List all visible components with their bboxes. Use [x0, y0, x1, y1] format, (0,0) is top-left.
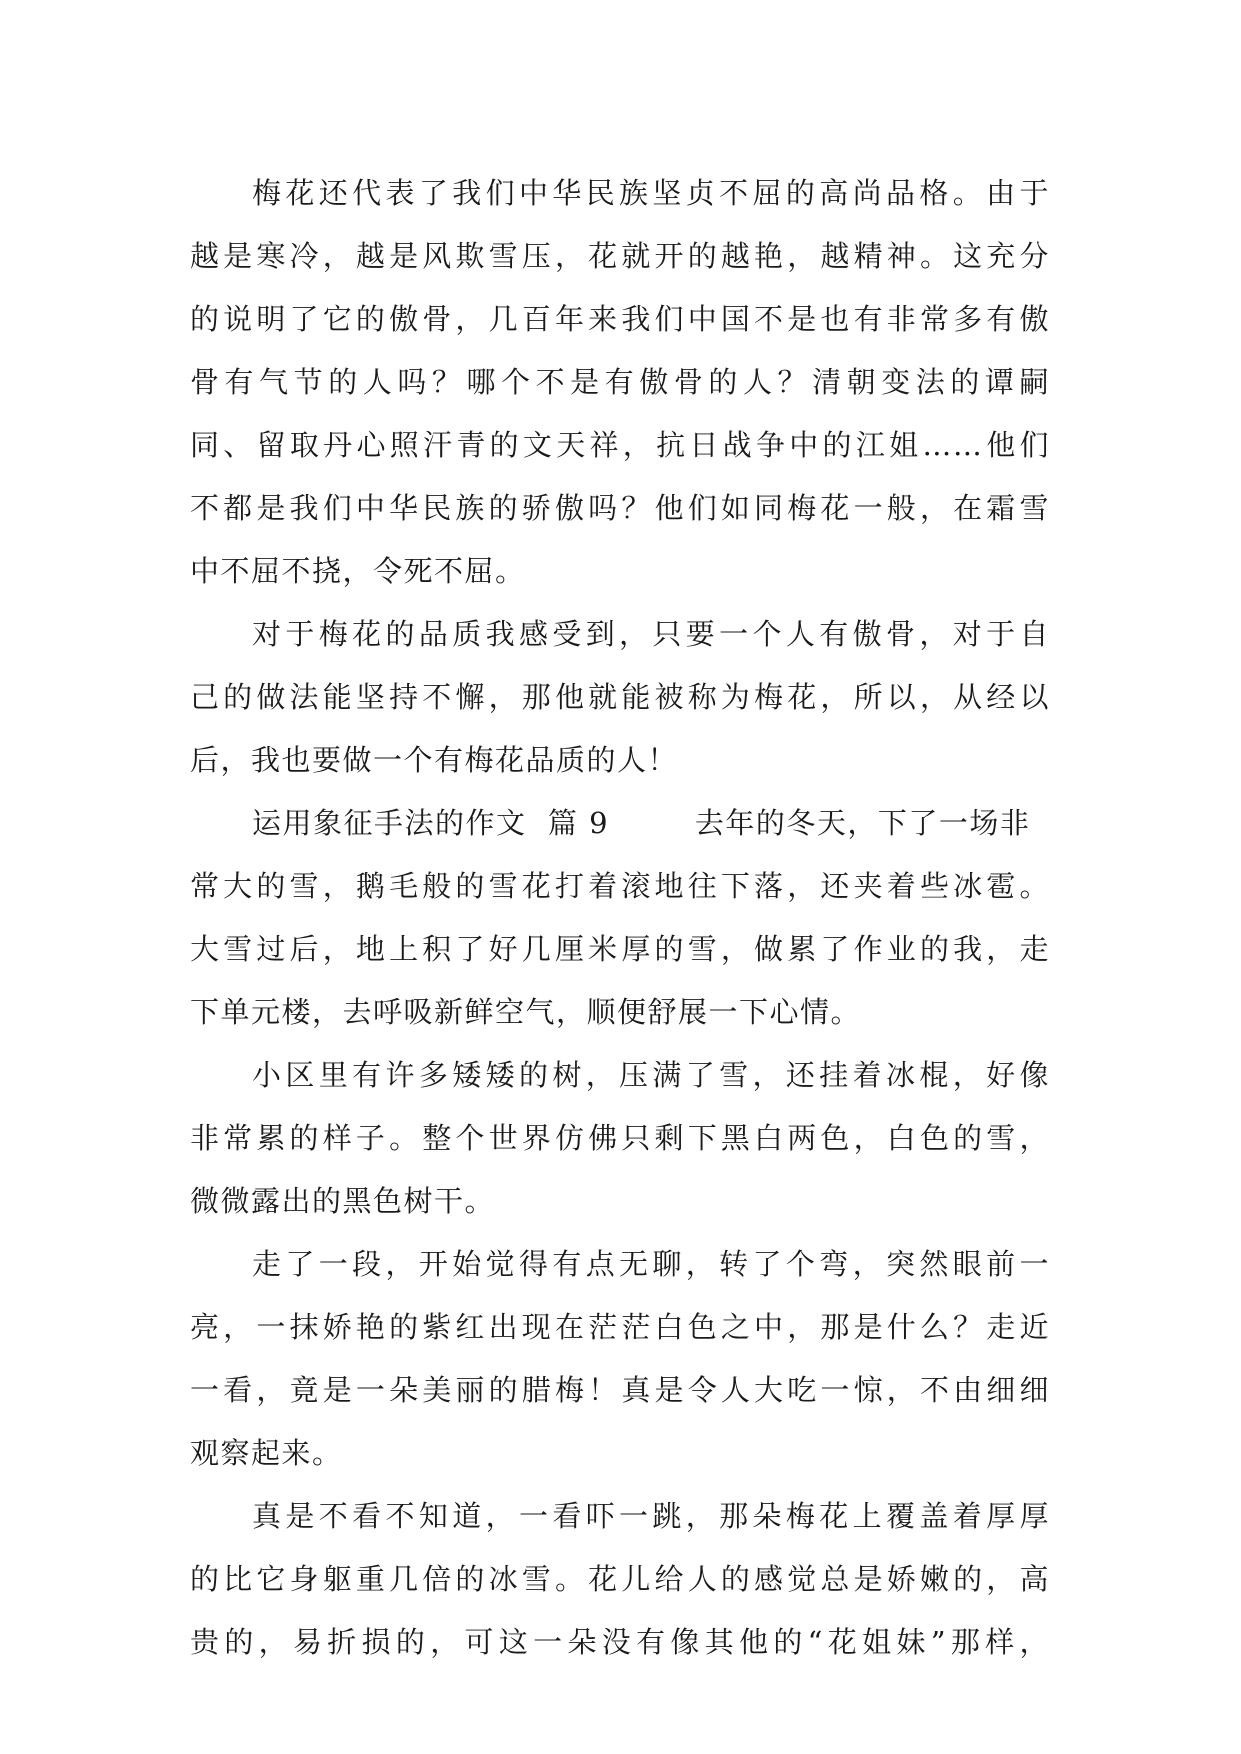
text-line: 的说明了它的傲骨，几百年来我们中国不是也有非常多有傲: [190, 302, 1050, 336]
text-line: 不都是我们中华民族的骄傲吗？他们如同梅花一般，在霜雪: [190, 491, 1050, 525]
text-line: 越是寒冷，越是风欺雪压，花就开的越艳，越精神。这充分: [190, 239, 1050, 273]
text-line: 观察起来。: [190, 1436, 343, 1470]
text-line: 骨有气节的人吗？哪个不是有傲骨的人？清朝变法的谭嗣: [190, 365, 1050, 399]
text-line: 大雪过后，地上积了好几厘米厚的雪，做累了作业的我，走: [190, 932, 1050, 966]
text-line: 的比它身躯重几倍的冰雪。花儿给人的感觉总是娇嫩的，高: [190, 1562, 1050, 1596]
section-heading-line: 运用象征手法的作文 篇 9 去年的冬天，下了一场非: [252, 806, 1031, 840]
text-line: 同、留取丹心照汗青的文天祥，抗日战争中的江姐……他们: [190, 428, 1050, 462]
text-line: 对于梅花的品质我感受到，只要一个人有傲骨，对于自: [252, 617, 1050, 651]
text-line: 真是不看不知道，一看吓一跳，那朵梅花上覆盖着厚厚: [252, 1499, 1050, 1533]
text-line: 亮，一抹娇艳的紫红出现在茫茫白色之中，那是什么？走近: [190, 1310, 1050, 1344]
text-line: 小区里有许多矮矮的树，压满了雪，还挂着冰棍，好像: [252, 1058, 1050, 1092]
text-line: 微微露出的黑色树干。: [190, 1184, 496, 1218]
text-line: 梅花还代表了我们中华民族坚贞不屈的高尚品格。由于: [252, 176, 1050, 210]
text-line: 己的做法能坚持不懈，那他就能被称为梅花，所以，从经以: [190, 680, 1050, 714]
text-line: 下单元楼，去呼吸新鲜空气，顺便舒展一下心情。: [190, 995, 862, 1029]
text-line: 走了一段，开始觉得有点无聊，转了个弯，突然眼前一: [252, 1247, 1050, 1281]
text-line: 后，我也要做一个有梅花品质的人！: [190, 743, 679, 777]
text-line: 常大的雪，鹅毛般的雪花打着滚地往下落，还夹着些冰雹。: [190, 869, 1050, 903]
text-line: 一看，竟是一朵美丽的腊梅！真是令人大吃一惊，不由细细: [190, 1373, 1050, 1407]
text-line: 中不屈不挠，令死不屈。: [190, 554, 526, 588]
document-body: [190, 162, 1050, 1674]
text-line: 非常累的样子。整个世界仿佛只剩下黑白两色，白色的雪，: [190, 1121, 1050, 1155]
text-line: 贵的，易折损的，可这一朵没有像其他的“花姐妹”那样，: [190, 1625, 1050, 1659]
